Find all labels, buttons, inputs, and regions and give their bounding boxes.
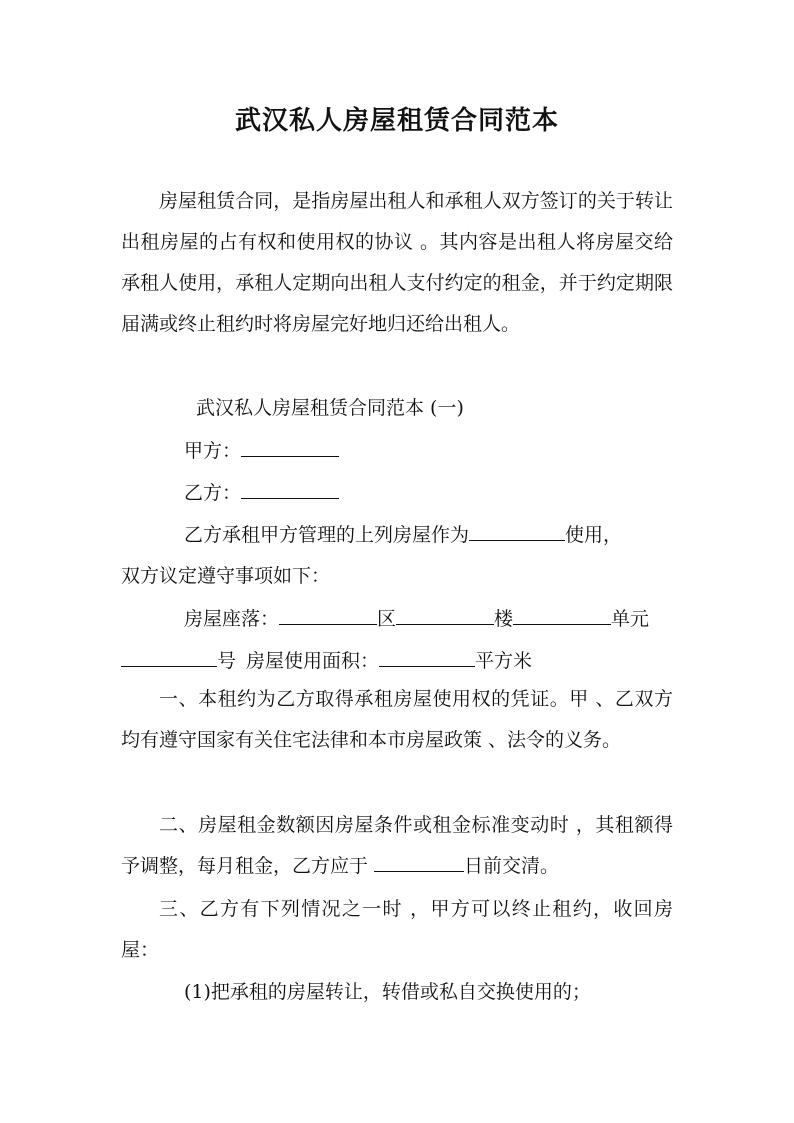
number-label: 号	[217, 650, 237, 672]
district-blank	[279, 604, 377, 625]
document-title: 武汉私人房屋租赁合同范本	[234, 106, 559, 136]
area-unit: 平方米	[475, 650, 533, 672]
district-label: 区	[377, 608, 397, 630]
clause-1: 一、本租约为乙方取得承租房屋使用权的凭证。甲 、乙双方均有遵守国家有关住宅法律和本市房屋政策 、法令的义务。	[121, 688, 673, 751]
usage-text-before: 乙方承租甲方管理的上列房屋作为	[184, 524, 470, 546]
party-a-blank	[241, 436, 339, 457]
party-b-line	[184, 478, 339, 507]
area-blank	[379, 646, 475, 667]
location-line-2	[121, 646, 532, 675]
party-b-blank	[241, 478, 339, 499]
building-label: 楼	[494, 608, 514, 630]
usage-line	[184, 520, 622, 549]
party-a-label: 甲方：	[184, 440, 242, 462]
intro-paragraph: 房屋租赁合同，是指房屋出租人和承租人双方签订的关于转让出租房屋的占有权和使用权的协议 。其内容是出租人将房屋交给承租人使用，承租人定期向出租人支付约定的租金，并于约定期限届满或终止租约时将房屋完好地归还给出租人。	[121, 190, 673, 335]
contract-subtitle: 武汉私人房屋租赁合同范本 (一)	[196, 397, 464, 419]
unit-blank	[513, 604, 611, 625]
building-blank	[396, 604, 494, 625]
usage-text-after: 使用，	[565, 524, 623, 546]
party-b-label: 乙方：	[184, 482, 242, 504]
location-line	[184, 604, 649, 633]
location-label: 房屋座落：	[184, 608, 280, 630]
clause-2-tail: 日前交清。	[464, 855, 560, 877]
clause-2	[121, 805, 673, 887]
rent-due-blank	[374, 851, 464, 872]
area-label: 房屋使用面积：	[246, 650, 380, 672]
usage-line-2: 双方议定遵守事项如下：	[121, 565, 331, 587]
unit-label: 单元	[611, 608, 650, 630]
clause-2-text: 二、房屋租金数额因房屋条件或租金标准变动时 ，其租额得予调整，每月租金，乙方应于	[121, 814, 673, 877]
number-blank	[121, 646, 217, 667]
clause-3-item-1: (1)把承租的房屋转让，转借或私自交换使用的；	[184, 981, 591, 1003]
usage-blank	[469, 520, 565, 541]
clause-3: 三、乙方有下列情况之一时 ，甲方可以终止租约，收回房屋：	[121, 898, 673, 961]
party-a-line	[184, 436, 339, 465]
